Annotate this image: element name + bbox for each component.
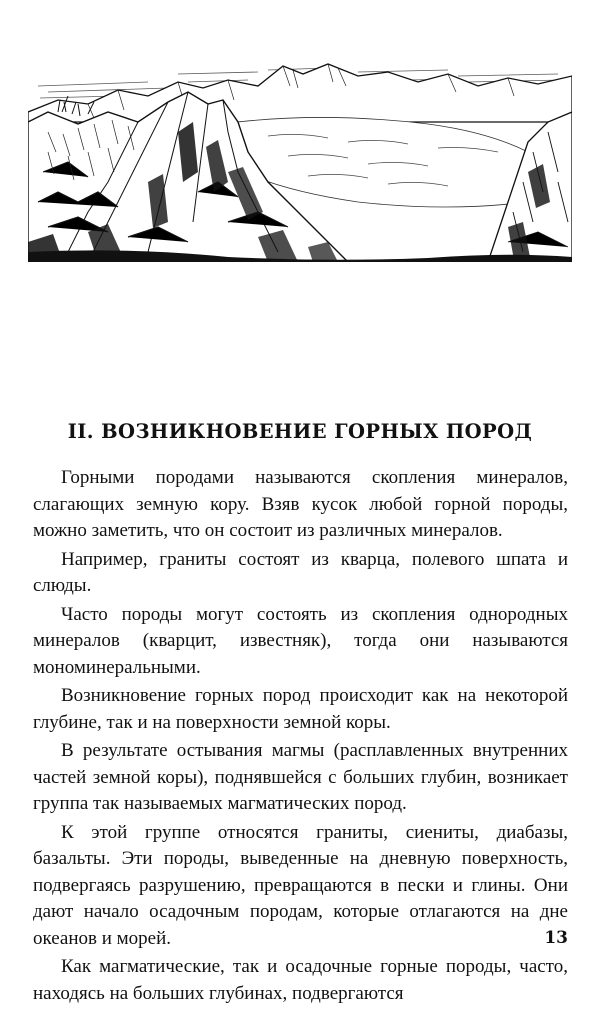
page-number: 13 xyxy=(544,928,568,948)
body-text xyxy=(33,465,568,1009)
paragraph: Например, граниты состоят из кварца, полевого шпата и слюды. xyxy=(33,548,568,596)
paragraph: К этой группе относятся граниты, сиениты, диабазы, базальты. Эти породы, выведенные на дневную поверхность, подвергаясь разрушению, превращаются в пески и глины. Они дают начало осадочным породам, которые отлагаются на дне океанов и морей. xyxy=(33,821,568,949)
paragraph: В результате остывания магмы (расплавленных внутренних частей земной коры), поднявшейся с больших глубин, возникает группа так называемых магматических пород. xyxy=(33,740,568,814)
paragraph: Горными породами называются скопления минералов, слагающих земную кору. Взяв кусок любой горной породы, можно заметить, что он состоит из различных минералов. xyxy=(33,467,568,541)
chapter-title: II. ВОЗНИКНОВЕНИЕ ГОРНЫХ ПОРОД xyxy=(67,420,533,443)
paragraph: Часто породы могут состоять из скопления однородных минералов (кварцит, известняк), тогда они называются мономинеральными. xyxy=(33,603,568,678)
mountain-landscape-illustration xyxy=(28,52,572,262)
paragraph: Возникновение горных пород происходит как на некоторой глубине, так и на поверхности земной коры. xyxy=(33,685,568,733)
paragraph: Как магматические, так и осадочные горные породы, часто, находясь на больших глубинах, подвергаются xyxy=(33,956,568,1004)
